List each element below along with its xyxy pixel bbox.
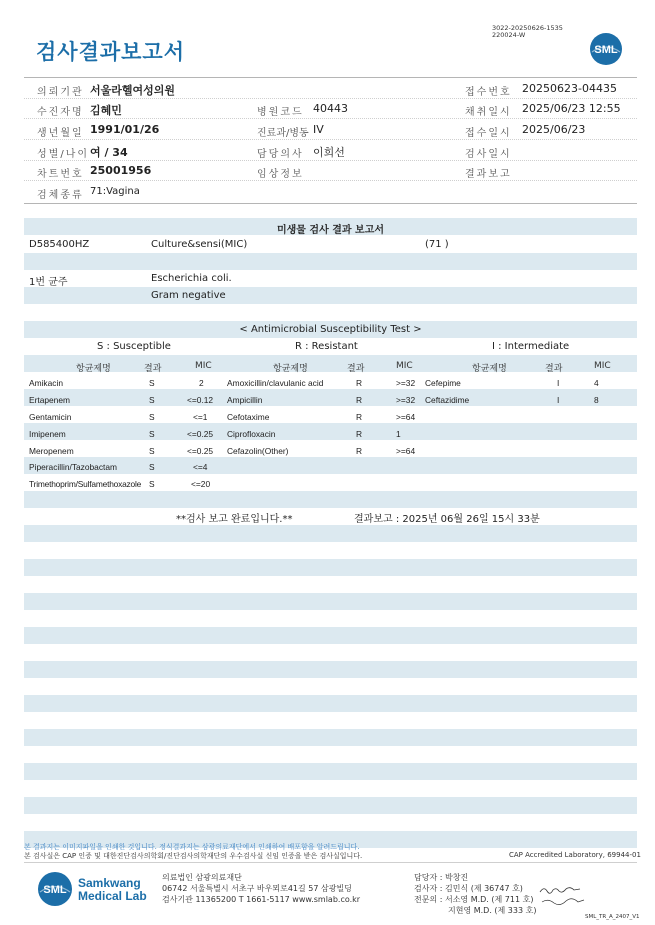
org-line: 검사기관 11365200 T 1661-5117 www.smlab.co.kr [162,895,361,904]
organism-name: Escherichia coli. [151,273,232,284]
sex-age-label: 성별/나이 [37,149,90,160]
divider [24,203,637,204]
form-code: SML_TR_A_2407_V1 [585,914,640,920]
stripe [24,695,637,712]
antibiotic-mic: >=64 [396,412,416,422]
ast-title: < Antimicrobial Susceptibility Test > [239,324,422,335]
specimen-value: 71:Vagina [90,186,140,197]
header-antibiotic: 항균제명 [273,364,308,374]
accreditation-notice: 본 검사실은 CAP 인증 및 대한진단검사의학회/진단검사의학재단의 우수검사실 신임 인증을 받은 검사실입니다. [24,852,363,860]
antibiotic-mic: >=64 [396,446,416,456]
stripe [24,593,637,610]
report-label: 결과보고 [465,169,512,180]
antibiotic-result: S [149,395,155,405]
document-title: 검사결과보고서 [36,40,186,64]
antibiotic-result: S [149,446,155,456]
dob-label: 생년월일 [37,128,84,139]
hospital-code-label: 병원코드 [257,107,304,118]
received-value: 2025/06/23 [522,123,586,136]
antibiotic-name: Cefotaxime [227,412,270,422]
antibiotic-result: R [356,378,363,388]
antibiotic-mic: >=32 [396,378,416,388]
antibiotic-mic: >=32 [396,395,416,405]
collected-value: 2025/06/23 12:55 [522,102,621,115]
test-number: (71 ) [425,239,449,250]
antibiotic-mic: <=0.25 [187,429,214,439]
antibiotic-result: R [356,429,363,439]
image-notice: 본 결과지는 이미지파일을 인쇄한 것입니다. 정식결과지는 삼광의료재단에서 인쇄하여 배포함을 알려드립니다. [24,843,360,851]
document-code-line: 3022-20250626-1535 [492,24,563,32]
antibiotic-name: Amikacin [29,378,63,388]
receipt-no-label: 접수번호 [465,87,512,98]
examinee-value: 김혜민 [90,104,122,117]
stripe [24,627,637,644]
staff-line: 검사자 : 김민식 (제 36747 호) [414,884,523,893]
document-code [492,25,563,39]
stripe [24,729,637,746]
exam-date-label: 검사일시 [465,149,512,160]
test-name: Culture&sensi(MIC) [151,239,248,250]
staff-info [414,872,536,916]
brand-line: Samkwang [78,876,141,890]
sml-logo-icon [589,32,623,66]
gram-stain: Gram negative [151,290,226,301]
stripe [24,389,637,406]
header-result: 결과 [347,364,365,374]
sex-age-value: 여 / 34 [90,146,128,159]
antibiotic-result: R [356,395,363,405]
header-result: 결과 [545,364,563,374]
stripe [24,559,637,576]
org-line: 06742 서울특별시 서초구 바우뫼로41길 57 삼광빌딩 [162,884,352,893]
staff-line: 지현영 M.D. (제 333 호) [448,906,537,915]
test-code: D585400HZ [29,239,90,250]
info-row [24,182,637,202]
receipt-no-value: 20250623-04435 [522,82,617,95]
brand-line: Medical Lab [78,889,147,903]
hospital-code-value: 40443 [313,102,348,115]
institution-label: 의뢰기관 [37,87,84,98]
dept-label: 진료과/병동 [257,128,309,139]
antibiotic-mic: 8 [594,395,599,405]
antibiotic-mic: 4 [594,378,599,388]
doctor-label: 담당의사 [257,149,304,160]
antibiotic-mic: <=20 [191,479,211,489]
collected-label: 채취일시 [465,107,512,118]
antibiotic-result: S [149,412,155,422]
antibiotic-name: Ertapenem [29,395,70,405]
stripe [24,423,637,440]
antibiotic-name: Amoxicillin/clavulanic acid [227,378,324,388]
clinical-label: 임상정보 [257,169,304,180]
stripe [24,287,637,304]
stripe [24,525,637,542]
logo-text: SML [594,44,618,56]
divider [24,862,637,863]
completion-message: **검사 보고 완료입니다.** [176,514,293,525]
antibiotic-mic: <=4 [193,462,208,472]
antibiotic-name: Ceftazidime [425,395,470,405]
doctor-value: 이희선 [313,146,345,159]
stripe [24,491,637,508]
antibiotic-name: Ampicillin [227,395,263,405]
antibiotic-name: Cefazolin(Other) [227,446,289,456]
dept-value: IV [313,123,324,136]
institution-value: 서울라헬여성의원 [90,84,176,97]
stripe [24,797,637,814]
info-row [24,120,637,140]
stripe [24,253,637,270]
logo-text: SML [43,884,67,896]
antibiotic-result: S [149,429,155,439]
legend-resistant: R : Resistant [295,341,358,352]
header-result: 결과 [144,364,162,374]
antibiotic-result: S [149,378,155,388]
info-row [24,141,637,161]
info-row [24,99,637,119]
antibiotic-name: Piperacillin/Tazobactam [29,462,117,472]
antibiotic-name: Meropenem [29,446,74,456]
stripe [24,661,637,678]
header-mic: MIC [195,361,212,371]
document-code-line: 220024-W [492,31,526,39]
antibiotic-result: S [149,462,155,472]
examinee-label: 수진자명 [37,107,84,118]
received-label: 접수일시 [465,128,512,139]
antibiotic-result: R [356,412,363,422]
legend-susceptible: S : Susceptible [97,341,171,352]
legend-intermediate: I : Intermediate [492,341,570,352]
reported-at: 결과보고 : 2025년 06월 26일 15시 33분 [354,514,540,525]
dob-value: 1991/01/26 [90,123,160,136]
header-antibiotic: 항균제명 [472,364,507,374]
antibiotic-name: Imipenem [29,429,66,439]
staff-line: 담당자 : 박창진 [414,873,469,882]
antibiotic-name: Trimethoprim/Sulfamethoxazole [29,479,142,489]
specimen-label: 검체종류 [37,190,84,201]
antibiotic-mic: <=0.12 [187,395,214,405]
report-section-title: 미생물 검사 결과 보고서 [276,225,385,236]
antibiotic-name: Ciprofloxacin [227,429,276,439]
antibiotic-name: Cefepime [425,378,461,388]
antibiotic-result: S [149,479,155,489]
antibiotic-result: I [557,378,560,388]
signature-icon [538,884,588,910]
antibiotic-result: R [356,446,363,456]
header-mic: MIC [594,361,611,371]
info-row [24,161,637,181]
header-mic: MIC [396,361,413,371]
org-line: 의료법인 삼광의료재단 [162,873,242,882]
chart-no-value: 25001956 [90,164,152,177]
sml-logo-icon [37,871,73,907]
antibiotic-mic: <=1 [193,412,208,422]
staff-line: 전문의 : 서소영 M.D. (제 711 호) [414,895,534,904]
header-antibiotic: 항균제명 [76,364,111,374]
antibiotic-mic: 1 [396,429,401,439]
cap-accreditation: CAP Accredited Laboratory, 69944-01 [509,851,641,859]
organization-info [162,872,360,905]
info-row [24,79,637,99]
stripe [24,763,637,780]
antibiotic-name: Gentamicin [29,412,72,422]
isolate-label: 1번 균주 [29,277,68,288]
chart-no-label: 차트번호 [37,169,84,180]
divider [24,77,637,78]
brand-name [78,877,147,903]
antibiotic-mic: 2 [199,378,204,388]
antibiotic-result: I [557,395,560,405]
antibiotic-mic: <=0.25 [187,446,214,456]
